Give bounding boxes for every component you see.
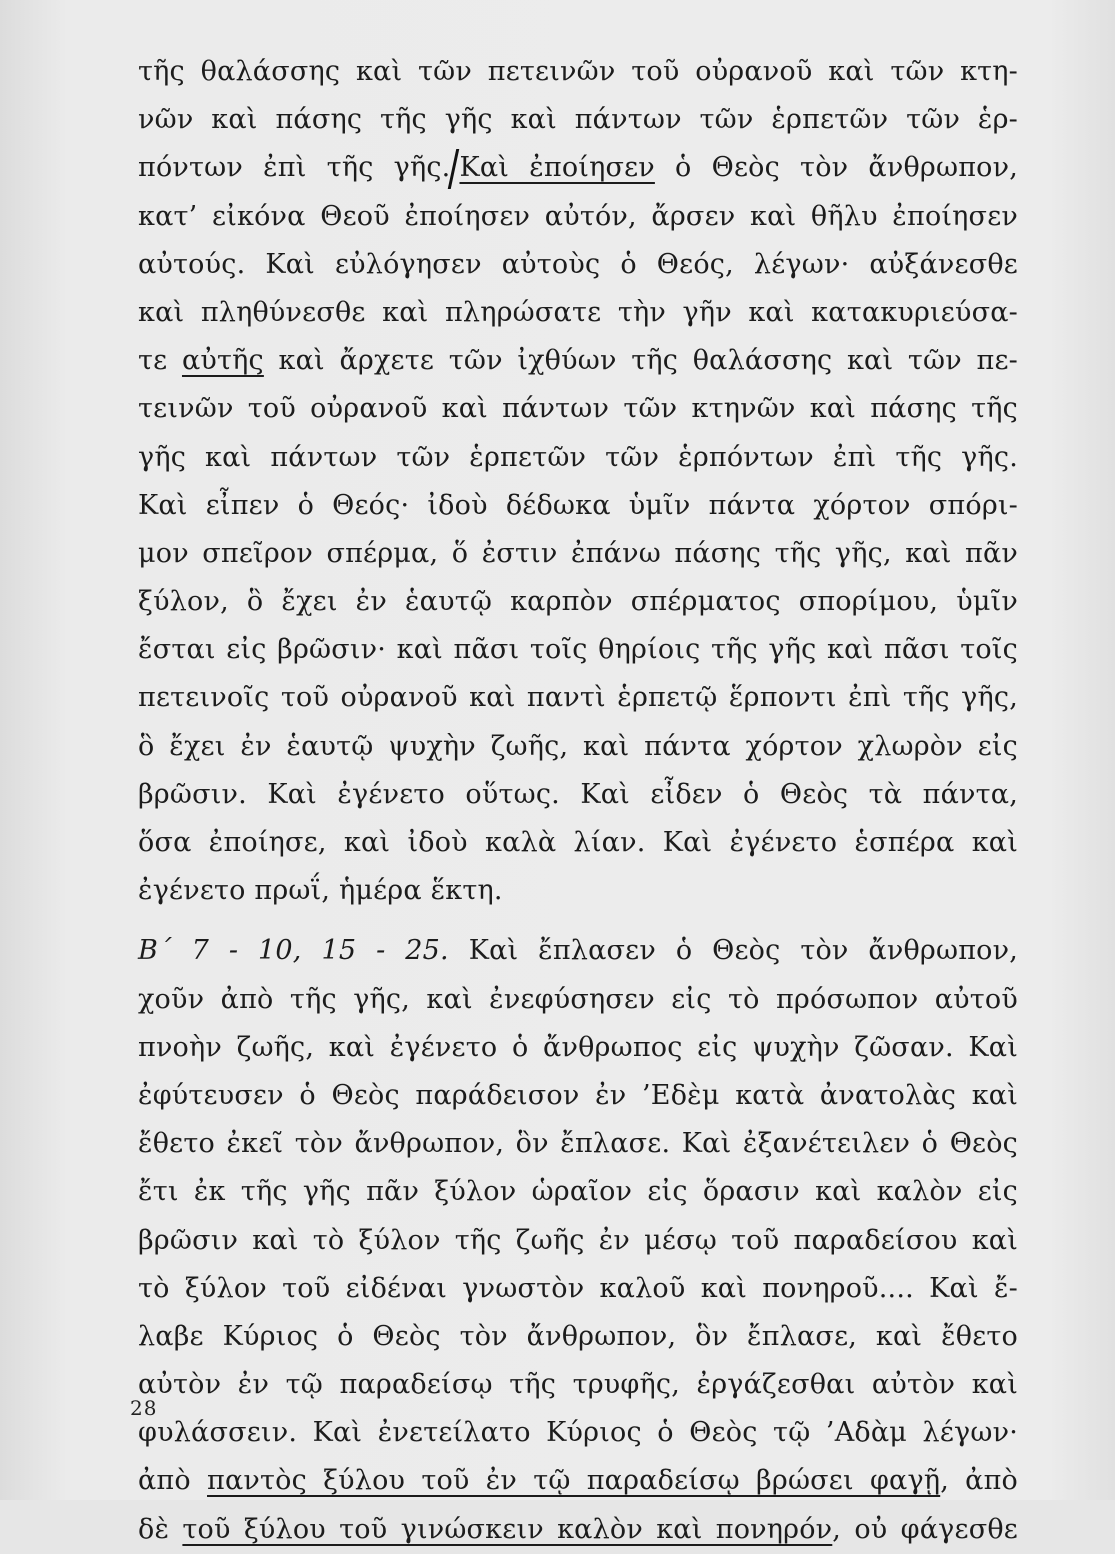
text-line <box>138 1506 1018 1554</box>
line-text: κατ’ εἰκόνα Θεοῦ ἐποίησεν αὐτόν, ἄρσεν καὶ θῆλυ ἐποίησεν <box>138 200 1018 232</box>
text-line <box>138 530 1018 578</box>
underlined-phrase: παντὸς ξύλου τοῦ ἐν τῷ παραδείσῳ βρώσει φαγῇ <box>207 1465 941 1497</box>
line-text: πόντων ἐπὶ τῆς γῆς. <box>138 152 451 184</box>
text-line <box>138 976 1018 1024</box>
line-text: Καὶ εἶπεν ὁ Θεός· ἰδοὺ δέδωκα ὑμῖν πάντα χόρτον σπόρι- <box>138 489 1018 521</box>
underlined-phrase: αὐτῆς <box>181 345 264 377</box>
line-text: γῆς καὶ πάντων τῶν ἑρπετῶν τῶν ἑρπόντων ἐπὶ τῆς γῆς. <box>138 441 1018 473</box>
text-line <box>138 927 1018 975</box>
line-text: ἐφύτευσεν ὁ Θεὸς παράδεισον ἐν ’Εδὲμ κατὰ ἀνατολὰς καὶ <box>138 1079 1018 1111</box>
line-text: , ἀπὸ <box>940 1465 1018 1497</box>
line-text: αὐτὸν ἐν τῷ παραδείσῳ τῆς τρυφῆς, ἐργάζεσθαι αὐτὸν καὶ <box>138 1369 1018 1401</box>
line-text: τεινῶν τοῦ οὐρανοῦ καὶ πάντων τῶν κτηνῶν καὶ πάσης τῆς <box>138 393 1018 425</box>
line-text: πετεινοῖς τοῦ οὐρανοῦ καὶ παντὶ ἑρπετῷ ἕρποντι ἐπὶ τῆς γῆς, <box>138 682 1018 714</box>
text-line <box>138 96 1018 144</box>
text-line <box>138 241 1018 289</box>
line-text: ξύλον, ὃ ἔχει ἐν ἑαυτῷ καρπὸν σπέρματος σπορίμου, ὑμῖν <box>138 586 1018 618</box>
line-text: αὐτούς. Καὶ εὐλόγησεν αὐτοὺς ὁ Θεός, λέγων· αὐξάνεσθε <box>138 248 1018 280</box>
text-line <box>138 1168 1018 1216</box>
line-text: τὸ ξύλον τοῦ εἰδέναι γνωστὸν καλοῦ καὶ πονηροῦ.... Καὶ ἔ- <box>138 1272 1018 1304</box>
text-line <box>138 1265 1018 1313</box>
text-line <box>138 193 1018 241</box>
text-line <box>138 48 1018 96</box>
line-text: ἀπὸ <box>138 1465 208 1497</box>
line-text: τῆς θαλάσσης καὶ τῶν πετεινῶν τοῦ οὐρανοῦ καὶ τῶν κτη- <box>138 56 1018 87</box>
line-text: ὃ ἔχει ἐν ἑαυτῷ ψυχὴν ζωῆς, καὶ πάντα χόρτον χλωρὸν εἰς <box>138 730 1018 762</box>
line-text: χοῦν ἀπὸ τῆς γῆς, καὶ ἐνεφύσησεν εἰς τὸ πρόσωπον αὐτοῦ <box>138 983 1018 1015</box>
text-line <box>138 819 1018 867</box>
text-body <box>138 48 1018 1554</box>
text-line <box>138 771 1018 819</box>
text-line <box>138 1361 1018 1409</box>
text-line <box>138 337 1018 385</box>
line-text: φυλάσσειν. Καὶ ἐνετείλατο Κύριος ὁ Θεὸς τῷ ’Αδὰμ λέγων· <box>138 1417 1018 1449</box>
line-text: καὶ ἄρχετε τῶν ἰχθύων τῆς θαλάσσης καὶ τῶν πε- <box>263 345 1018 377</box>
line-text: πνοὴν ζωῆς, καὶ ἐγένετο ὁ ἄνθρωπος εἰς ψυχὴν ζῶσαν. Καὶ <box>138 1031 1018 1063</box>
text-line <box>138 482 1018 530</box>
line-text: ἔτι ἐκ τῆς γῆς πᾶν ξύλον ὡραῖον εἰς ὅρασιν καὶ καλὸν εἰς <box>138 1176 1018 1208</box>
page-number: 28 <box>130 1396 158 1420</box>
scripture-reference: Β΄ 7 - 10, 15 - 25. <box>138 935 449 967</box>
text-line <box>138 434 1018 482</box>
line-text: καὶ πληθύνεσθε καὶ πληρώσατε τὴν γῆν καὶ κατακυριεύσα- <box>138 296 1018 328</box>
line-text: βρῶσιν. Καὶ ἐγένετο οὕτως. Καὶ εἶδεν ὁ Θεὸς τὰ πάντα, <box>138 778 1018 810</box>
line-text: ὁ Θεὸς τὸν ἄνθρωπον, <box>654 152 1018 184</box>
line-text: ἔθετο ἐκεῖ τὸν ἄνθρωπον, ὃν ἔπλασε. Καὶ ἐξανέτειλεν ὁ Θεὸς <box>138 1128 1018 1160</box>
line-text: , οὐ φάγεσθε <box>832 1513 1018 1545</box>
text-line <box>138 867 1018 915</box>
line-text: ὅσα ἐποίησε, καὶ ἰδοὺ καλὰ λίαν. Καὶ ἐγένετο ἑσπέρα καὶ <box>138 827 1018 858</box>
text-line <box>138 1457 1018 1505</box>
text-line <box>138 144 1018 192</box>
line-text: νῶν καὶ πάσης τῆς γῆς καὶ πάντων τῶν ἑρπετῶν τῶν ἑρ- <box>138 104 1018 136</box>
text-line <box>138 289 1018 337</box>
text-line <box>138 1313 1018 1361</box>
text-line <box>138 578 1018 626</box>
line-text: ἔσται εἰς βρῶσιν· καὶ πᾶσι τοῖς θηρίοις τῆς γῆς καὶ πᾶσι τοῖς <box>138 634 1018 666</box>
text-line <box>138 1120 1018 1168</box>
line-text: λαβε Κύριος ὁ Θεὸς τὸν ἄνθρωπον, ὃν ἔπλασε, καὶ ἔθετο <box>138 1320 1018 1352</box>
line-text: τε <box>138 345 182 377</box>
text-line <box>138 1024 1018 1072</box>
text-line <box>138 385 1018 433</box>
underlined-phrase: Καὶ ἐποίησεν <box>459 152 655 184</box>
text-line <box>138 1409 1018 1457</box>
line-text: δὲ <box>138 1513 183 1545</box>
text-line <box>138 723 1018 771</box>
paragraph-gap <box>138 915 1018 927</box>
line-text: ἐγένετο πρωΐ, ἡμέρα ἕκτη. <box>138 875 503 907</box>
text-line <box>138 674 1018 722</box>
text-line <box>138 1217 1018 1265</box>
text-line <box>138 626 1018 674</box>
text-line <box>138 1072 1018 1120</box>
line-text: Καὶ ἔπλασεν ὁ Θεὸς τὸν ἄνθρωπον, <box>448 935 1018 967</box>
underlined-phrase: τοῦ ξύλου τοῦ γινώσκειν καλὸν καὶ πονηρόν <box>182 1513 833 1545</box>
line-text: μον σπεῖρον σπέρμα, ὅ ἐστιν ἐπάνω πάσης τῆς γῆς, καὶ πᾶν <box>138 537 1018 569</box>
line-text: βρῶσιν καὶ τὸ ξύλον τῆς ζωῆς ἐν μέσῳ τοῦ παραδείσου καὶ <box>138 1224 1018 1256</box>
